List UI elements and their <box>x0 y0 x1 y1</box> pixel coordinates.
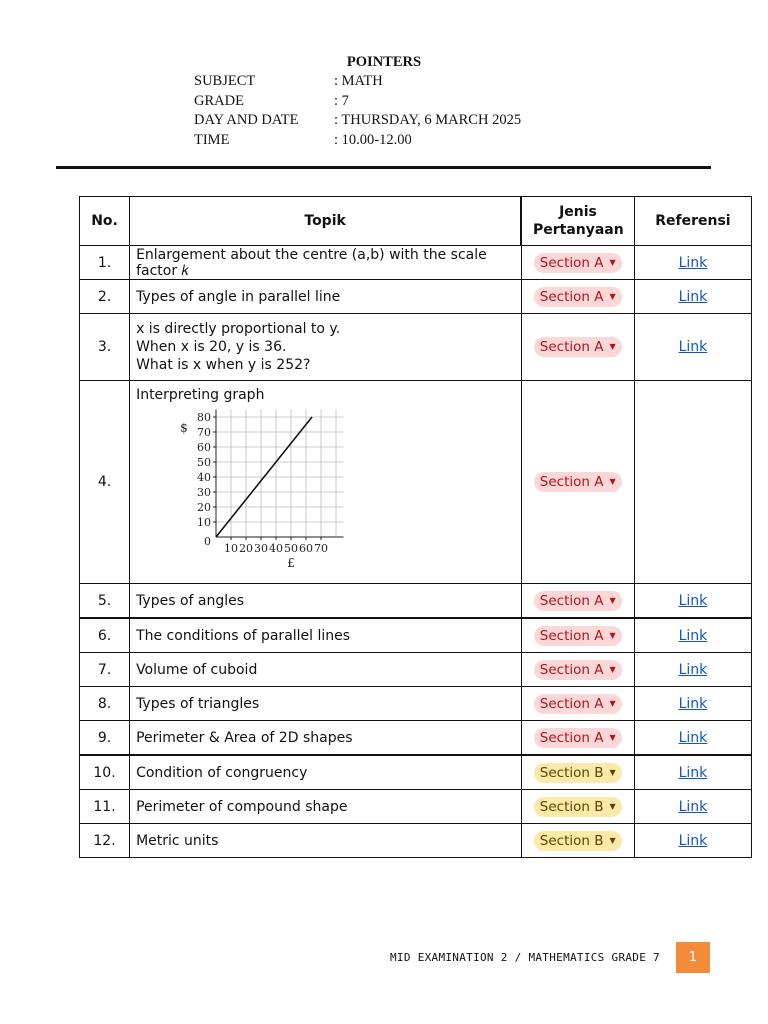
x-tick-label: 50 <box>284 542 299 555</box>
reference-link[interactable]: Link <box>678 695 708 712</box>
caret-down-icon: ▼ <box>609 732 616 742</box>
ref-cell <box>634 314 751 381</box>
caret-down-icon: ▼ <box>609 801 616 811</box>
section-value: Section A <box>539 254 604 271</box>
row-number: 2. <box>80 280 130 314</box>
ref-cell <box>634 280 751 314</box>
y-tick-label: 20 <box>197 501 212 514</box>
section-select[interactable] <box>534 694 622 714</box>
reference-link[interactable]: Link <box>678 288 708 305</box>
section-value: Section A <box>539 695 604 712</box>
caret-down-icon: ▼ <box>609 257 616 267</box>
header-row-grade <box>194 92 574 112</box>
row-topic: Types of angle in parallel line <box>130 280 522 314</box>
y-axis-label: $ <box>180 421 188 435</box>
ref-cell <box>634 584 751 619</box>
row-number: 8. <box>80 687 130 721</box>
header-divider <box>56 166 711 169</box>
reference-link[interactable]: Link <box>678 592 708 609</box>
col-header-no: No. <box>80 197 130 246</box>
row-topic: Volume of cuboid <box>130 653 522 687</box>
row-number: 4. <box>80 381 130 584</box>
y-tick-label: 10 <box>197 516 212 529</box>
y-tick-label: 80 <box>197 411 212 424</box>
x-tick-label: 20 <box>239 542 254 555</box>
row-number: 7. <box>80 653 130 687</box>
x-tick-label: 40 <box>269 542 284 555</box>
topic-line: When x is 20, y is 36. <box>136 339 287 355</box>
row-topic <box>130 314 522 381</box>
header-value: : 10.00-12.00 <box>334 131 412 148</box>
table-row <box>80 755 752 790</box>
section-select-cell <box>521 246 634 280</box>
y-tick-label: 70 <box>197 426 212 439</box>
table-row <box>80 790 752 824</box>
row-number: 1. <box>80 246 130 280</box>
section-value: Section B <box>539 764 604 781</box>
section-select-cell <box>521 790 634 824</box>
header-value: : 7 <box>334 92 349 109</box>
section-value: Section A <box>539 474 604 490</box>
row-topic: Metric units <box>130 824 522 858</box>
row-number: 5. <box>80 584 130 619</box>
section-select[interactable] <box>534 626 622 646</box>
section-select-cell <box>521 653 634 687</box>
section-select-cell <box>521 280 634 314</box>
row-topic: The conditions of parallel lines <box>130 618 522 653</box>
reference-link[interactable]: Link <box>678 339 708 355</box>
reference-link[interactable]: Link <box>678 254 708 271</box>
row-number: 3. <box>80 314 130 381</box>
ref-cell <box>634 721 751 756</box>
section-select-cell <box>521 618 634 653</box>
ref-cell <box>634 246 751 280</box>
section-select-cell <box>521 687 634 721</box>
section-select-cell <box>521 314 634 381</box>
section-select[interactable] <box>534 253 622 273</box>
ref-cell <box>634 653 751 687</box>
section-select[interactable] <box>534 763 622 783</box>
caret-down-icon: ▼ <box>609 477 616 486</box>
row-topic: Condition of congruency <box>130 755 522 790</box>
topic-line: What is x when y is 252? <box>136 357 311 373</box>
topic-line: x is directly proportional to y. <box>136 321 341 337</box>
table-row <box>80 584 752 619</box>
section-select[interactable] <box>534 591 622 611</box>
x-tick-label: 30 <box>254 542 269 555</box>
row-number: 6. <box>80 618 130 653</box>
header-row-time <box>194 131 574 151</box>
y-tick-label: 60 <box>197 441 212 454</box>
caret-down-icon: ▼ <box>609 767 616 777</box>
document-header <box>194 52 574 150</box>
row-topic: Perimeter of compound shape <box>130 790 522 824</box>
reference-link[interactable]: Link <box>678 661 708 678</box>
header-value: : MATH <box>334 73 383 89</box>
ref-cell <box>634 755 751 790</box>
caret-down-icon: ▼ <box>609 291 616 301</box>
origin-label: 0 <box>204 535 212 548</box>
section-value: Section B <box>539 798 604 815</box>
section-value: Section B <box>539 832 604 849</box>
table-row <box>80 314 752 381</box>
section-value: Section A <box>539 729 604 746</box>
table-row <box>80 824 752 858</box>
section-value: Section A <box>539 592 604 609</box>
row-number: 9. <box>80 721 130 756</box>
section-value: Section A <box>539 661 604 678</box>
header-row-date <box>194 111 574 131</box>
row-topic: Types of triangles <box>130 687 522 721</box>
row-topic: Types of angles <box>130 584 522 619</box>
caret-down-icon: ▼ <box>609 630 616 640</box>
document-title: POINTERS <box>346 54 422 70</box>
table-row <box>80 246 752 280</box>
reference-link[interactable]: Link <box>678 798 708 815</box>
section-select-cell <box>521 721 634 756</box>
section-select-cell <box>521 755 634 790</box>
header-label: DAY AND DATE <box>194 112 299 128</box>
row-number: 10. <box>80 755 130 790</box>
section-select[interactable] <box>534 660 622 680</box>
x-tick-label: 10 <box>224 542 239 555</box>
ref-cell <box>634 381 751 584</box>
y-tick-label: 30 <box>197 486 212 499</box>
table-row <box>80 618 752 653</box>
section-select[interactable] <box>534 287 622 307</box>
caret-down-icon: ▼ <box>609 595 616 605</box>
x-tick-label: 60 <box>299 542 314 555</box>
table-row <box>80 280 752 314</box>
row-topic <box>130 381 522 584</box>
reference-link[interactable]: Link <box>678 832 708 849</box>
caret-down-icon: ▼ <box>609 698 616 708</box>
pointers-table <box>79 196 752 858</box>
section-select[interactable] <box>534 337 622 357</box>
col-header-ref: Referensi <box>634 197 751 246</box>
y-tick-label: 40 <box>197 471 212 484</box>
section-select-cell <box>521 584 634 619</box>
ref-cell <box>634 824 751 858</box>
reference-link[interactable]: Link <box>678 627 708 644</box>
x-tick-label: 70 <box>314 542 329 555</box>
footer-text: MID EXAMINATION 2 / MATHEMATICS GRADE 7 <box>390 951 660 964</box>
table-row <box>80 687 752 721</box>
header-label: TIME <box>194 131 230 148</box>
row-number: 12. <box>80 824 130 858</box>
topic-title: Interpreting graph <box>136 387 265 403</box>
section-select[interactable] <box>534 728 622 748</box>
caret-down-icon: ▼ <box>609 664 616 674</box>
page-number: 1 <box>676 942 710 973</box>
caret-down-icon: ▼ <box>609 342 616 351</box>
header-label: GRADE <box>194 92 244 109</box>
section-value: Section A <box>539 288 604 305</box>
section-select[interactable] <box>534 831 622 851</box>
header-value: : THURSDAY, 6 MARCH 2025 <box>334 112 522 128</box>
reference-link[interactable]: Link <box>678 729 708 746</box>
table-row <box>80 653 752 687</box>
section-select[interactable] <box>534 797 622 817</box>
table-header-row <box>80 197 752 246</box>
caret-down-icon: ▼ <box>609 835 616 845</box>
ref-cell <box>634 687 751 721</box>
x-axis-label: £ <box>287 556 295 570</box>
section-select-cell <box>521 824 634 858</box>
header-row-subject <box>194 72 574 92</box>
conversion-graph <box>176 403 406 571</box>
ref-cell <box>634 790 751 824</box>
section-select-cell <box>521 381 634 584</box>
section-value: Section A <box>539 627 604 644</box>
col-header-jenis <box>521 197 634 246</box>
section-value: Section A <box>539 339 604 355</box>
header-label: SUBJECT <box>194 73 256 89</box>
ref-cell <box>634 618 751 653</box>
reference-link[interactable]: Link <box>678 764 708 781</box>
y-tick-label: 50 <box>197 456 212 469</box>
row-topic: Enlargement about the centre (a,b) with the scale factor 𝑘 <box>130 246 522 280</box>
section-select[interactable] <box>534 472 622 492</box>
table-row <box>80 381 752 584</box>
table-row <box>80 721 752 756</box>
row-number: 11. <box>80 790 130 824</box>
col-header-jenis-label: Jenis Pertanyaan <box>532 204 624 238</box>
col-header-topic: Topik <box>130 197 522 246</box>
row-topic: Perimeter & Area of 2D shapes <box>130 721 522 756</box>
